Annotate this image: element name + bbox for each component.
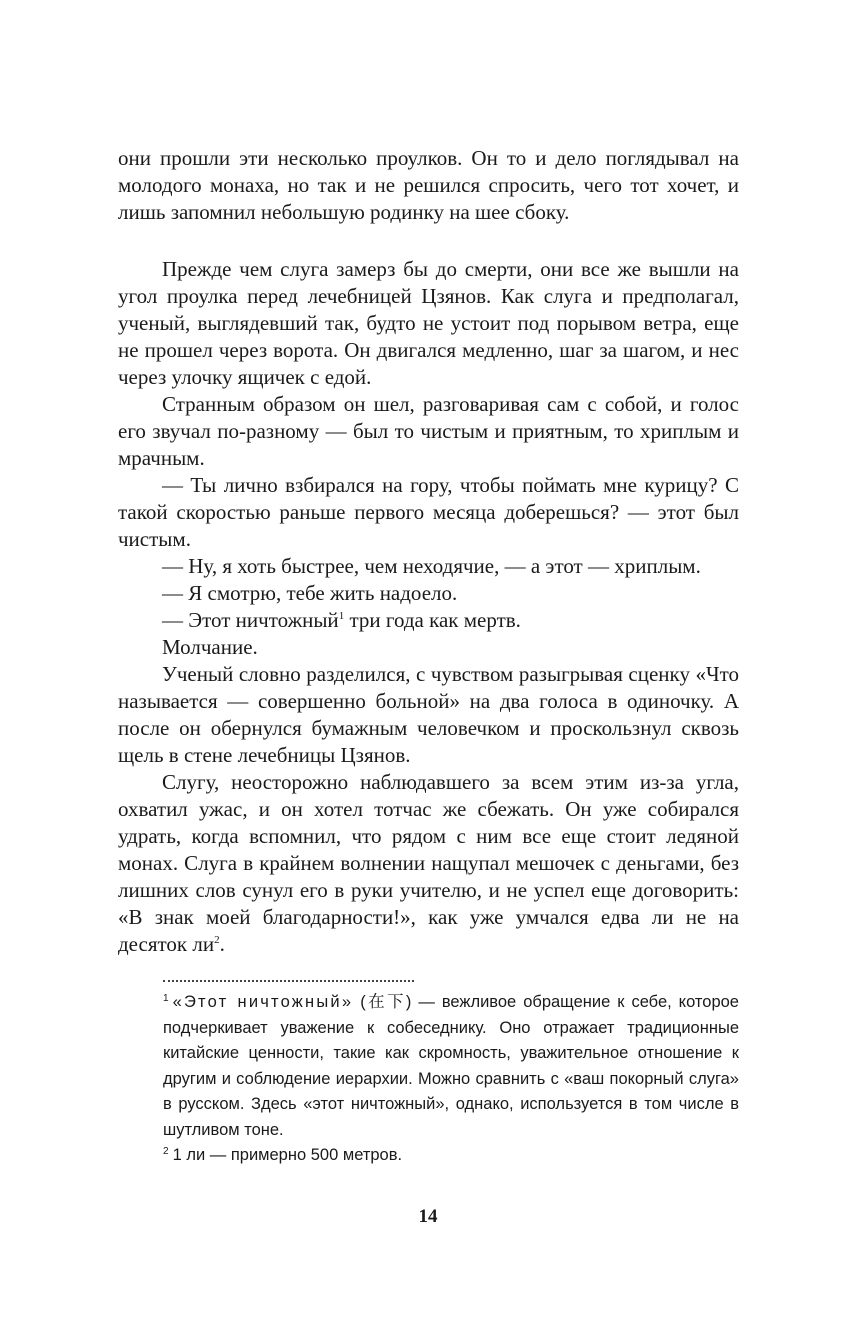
page-number: 14 [418, 1206, 438, 1227]
footnote-number: 1 [163, 992, 169, 1004]
footnote-ref-2[interactable]: 2 [214, 934, 220, 946]
paragraph: Молчание. [162, 635, 258, 659]
dialogue-text: — Этот ничтожный [162, 608, 339, 632]
footnote-term: «Этот ничтожный» [172, 993, 354, 1011]
footnote-ref-1[interactable]: 1 [338, 610, 345, 622]
footnote-number: 2 [163, 1145, 169, 1157]
top-paragraph-block [118, 145, 739, 226]
dialogue-line [118, 607, 739, 634]
main-text-block [118, 256, 739, 958]
dialogue-line: — Я смотрю, тебе жить надоело. [162, 581, 458, 605]
footnote-text: 1 ли — примерно 500 метров. [172, 1146, 403, 1164]
footnotes [163, 990, 739, 1169]
paragraph: Прежде чем слуга замерз бы до смерти, они все же вышли на угол проулка перед лечебницей Цзянов. Как слуга и предполагал, ученый, выглядевший так, будто не устоит под порывом ветра, еще не прошел через ворота. Он двигался медленно, шаг за шагом, и нес через улочку ящичек с едой. [118, 257, 739, 389]
paragraph-text: . [219, 932, 225, 956]
dialogue-text: три года как мертв. [344, 608, 521, 632]
dialogue-line: — Ты лично взбирался на гору, чтобы поймать мне курицу? С такой скоростью раньше первого месяца доберешься? — этот был чистым. [118, 473, 739, 551]
paragraph: Ученый словно разделился, с чувством разыгрывая сценку «Что называется — совершенно больной» на два голоса в одиночку. А после он обернулся бумажным человечком и проскользнул сквозь щель в стене лечебницы Цзянов. [118, 662, 739, 767]
paragraph [118, 769, 739, 958]
paragraph-text: Слугу, неосторожно наблюдавшего за всем этим из-за угла, охватил ужас, и он хотел тотчас же сбежать. Он уже собирался удрать, когда вспомнил, что рядом с ним все еще стоит ледяной монах. Слуга в крайнем волнении нащупал мешочек с деньгами, без лишних слов сунул его в руки учителю, и не успел еще договорить: «В знак моей благодарности!», как уже умчался едва ли не на десяток ли [118, 770, 739, 956]
dialogue-line: — Ну, я хоть быстрее, чем неходячие, — а этот — хриплым. [162, 554, 701, 578]
footnote-2 [163, 1143, 739, 1169]
footnote-1 [163, 990, 739, 1143]
footnote-divider [163, 980, 414, 982]
paragraph: они прошли эти несколько проулков. Он то и дело поглядывал на молодого монаха, но так и не решился спросить, чего тот хочет, и лишь запомнил небольшую родинку на шее сбоку. [118, 146, 739, 224]
paragraph: Странным образом он шел, разговаривая сам с собой, и голос его звучал по-разному — был то чистым и приятным, то хриплым и мрачным. [118, 392, 739, 470]
footnote-text: (在下) — вежливое обращение к себе, которое подчеркивает уважение к собеседнику. Оно отражает традиционные китайские ценности, такие как скромность, уважительное отношение к другим и соблюдение иерархии. Можно сравнить с «ваш покорный слуга» в русском. Здесь «этот ничтожный», однако, используется в том числе в шутливом тоне. [163, 993, 739, 1139]
